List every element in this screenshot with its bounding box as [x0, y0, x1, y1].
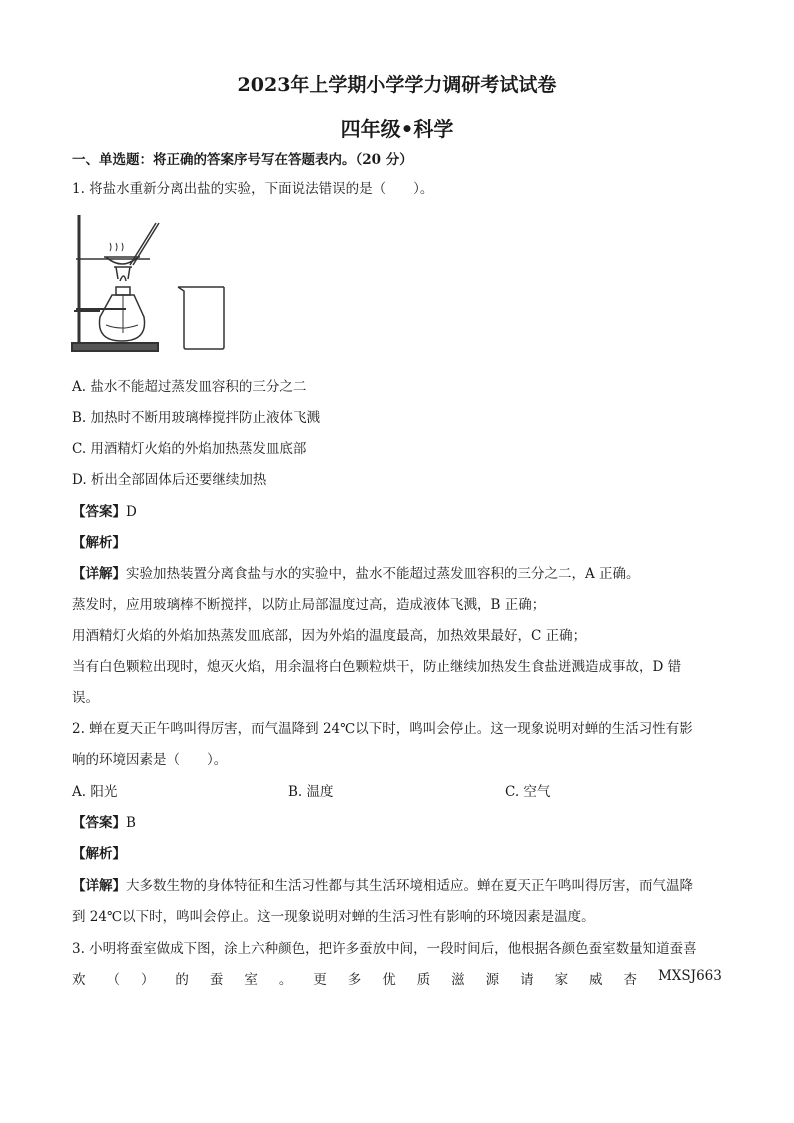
q1-detail-line-3: 用酒精灯火焰的外焰加热蒸发皿底部，因为外焰的温度最高，加热效果最好，C 正确； — [72, 628, 587, 644]
q1-option-a: A. 盐水不能超过蒸发皿容积的三分之二 — [72, 379, 307, 395]
section-heading: 一、单选题：将正确的答案序号写在答题表内。（20 分） — [72, 152, 413, 168]
detail-text: 实验加热装置分离食盐与水的实验中，盐水不能超过蒸发皿容积的三分之二，A 正确。 — [126, 566, 640, 582]
tail-char: （ — [106, 972, 120, 988]
tail-char: 多 — [347, 972, 362, 988]
q2-option-b: B. 温度 — [288, 784, 334, 800]
q1-detail-line-4: 当有白色颗粒出现时，熄灭火焰，用余温将白色颗粒烘干，防止继续加热发生食盐迸溅造成事故，D 错 — [72, 659, 682, 675]
detail-text: 大多数生物的身体特征和生活习性都与其生活环境相适应。蝉在夏天正午鸣叫得厉害，而气温降 — [126, 878, 693, 894]
q2-analysis-tag: 【解析】 — [72, 846, 126, 862]
q1-analysis-tag: 【解析】 — [72, 535, 126, 551]
q2-answer — [72, 811, 136, 831]
tripod-ring — [114, 267, 132, 279]
q1-option-d: D. 析出全部固体后还要继续加热 — [72, 472, 267, 488]
q1-stem: 1. 将盐水重新分离出盐的实验，下面说法错误的是（ ）。 — [72, 181, 434, 197]
q1-option-b: B. 加热时不断用玻璃棒搅拌防止液体飞溅 — [72, 410, 321, 426]
tail-char: 杏 — [623, 972, 637, 988]
tail-char: ） — [140, 972, 155, 988]
q2-stem-line-2: 响的环境因素是（ ）。 — [72, 752, 228, 768]
tail-char: 质 — [416, 972, 431, 988]
tail-char: 欢 — [72, 972, 86, 988]
beaker — [178, 287, 224, 349]
q3-tail-line — [72, 968, 722, 988]
tail-char: 家 — [554, 972, 569, 988]
q2-stem-line-1: 2. 蝉在夏天正午鸣叫得厉害，而气温降到 24℃以下时，鸣叫会停止。这一现象说明对蝉的生活习性有影 — [72, 721, 693, 737]
exam-title: 2023年上学期小学学力调研考试试卷 — [237, 74, 557, 96]
evaporation-apparatus-illustration — [70, 207, 240, 357]
tail-char: 滋 — [451, 972, 465, 988]
tail-char: 源 — [485, 972, 500, 988]
q1-detail-line-2: 蒸发时，应用玻璃棒不断搅拌，以防止局部温度过高，造成液体飞溅，B 正确； — [72, 597, 546, 613]
answer-value: B — [126, 815, 136, 831]
q2-option-a: A. 阳光 — [72, 784, 118, 800]
tail-char: MXSJ663 — [657, 968, 722, 984]
exam-subtitle: 四年级•科学 — [340, 117, 454, 141]
tail-char: 室 — [244, 972, 258, 988]
tail-char: 请 — [520, 972, 534, 988]
tail-char: 优 — [382, 972, 396, 988]
q2-detail-line-2: 到 24℃以下时，鸣叫会停止。这一现象说明对蝉的生活习性有影响的环境因素是温度。 — [72, 909, 595, 925]
detail-tag: 【详解】 — [72, 566, 126, 582]
tail-char: 的 — [175, 972, 189, 988]
q1-detail-line-5: 误。 — [72, 690, 99, 706]
tail-char: 威 — [589, 972, 603, 988]
iron-stand — [72, 215, 158, 351]
answer-tag: 【答案】 — [72, 504, 126, 520]
tail-char: 蚕 — [209, 972, 224, 988]
detail-tag: 【详解】 — [72, 878, 126, 894]
q1-answer — [72, 500, 137, 520]
answer-tag: 【答案】 — [72, 815, 126, 831]
answer-value: D — [126, 504, 137, 520]
q2-option-c: C. 空气 — [505, 784, 551, 800]
tail-char: 。 — [278, 972, 293, 988]
evaporating-dish — [76, 243, 150, 264]
q2-detail-line-1 — [72, 874, 693, 894]
q1-option-c: C. 用酒精灯火焰的外焰加热蒸发皿底部 — [72, 441, 307, 457]
q3-stem: 3. 小明将蚕室做成下图，涂上六种颜色，把许多蚕放中间，一段时间后，他根据各颜色蚕室数量知道蚕喜 — [72, 941, 697, 957]
q1-detail-line-1 — [72, 562, 640, 582]
tail-char: 更 — [313, 972, 327, 988]
